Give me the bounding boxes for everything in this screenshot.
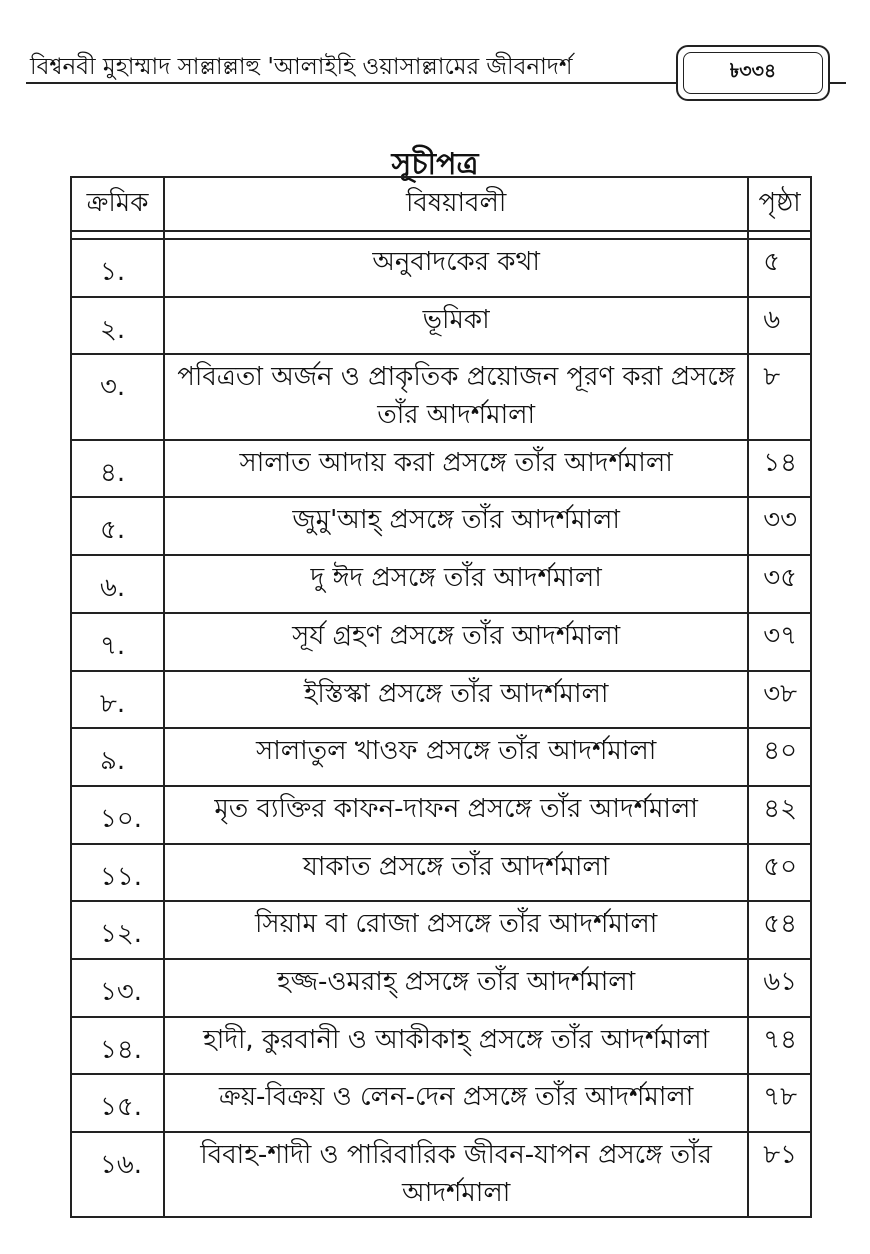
row-topic: ইস্তিস্কা প্রসঙ্গে তাঁর আদর্শমালা xyxy=(164,671,748,729)
row-topic: যাকাত প্রসঙ্গে তাঁর আদর্শমালা xyxy=(164,844,748,902)
row-page: ৫০ xyxy=(748,844,811,902)
header-gap xyxy=(71,231,811,239)
row-topic: দু ঈদ প্রসঙ্গে তাঁর আদর্শমালা xyxy=(164,555,748,613)
row-topic: ক্রয়-বিক্রয় ও লেন-দেন প্রসঙ্গে তাঁর আদর্শমালা xyxy=(164,1074,748,1132)
row-topic: হাদী, কুরবানী ও আকীকাহ্ প্রসঙ্গে তাঁর আদর্শমালা xyxy=(164,1017,748,1075)
table-row xyxy=(71,555,811,613)
row-number: ১০. xyxy=(71,786,164,844)
row-page: ৩৮ xyxy=(748,671,811,729)
toc-body xyxy=(71,231,811,1217)
row-number: ১১. xyxy=(71,844,164,902)
row-page: ৬১ xyxy=(748,959,811,1017)
row-topic: অনুবাদকের কথা xyxy=(164,239,748,297)
row-topic: সিয়াম বা রোজা প্রসঙ্গে তাঁর আদর্শমালা xyxy=(164,901,748,959)
row-page: ৩৭ xyxy=(748,613,811,671)
table-row xyxy=(71,671,811,729)
row-page: ৫ xyxy=(748,239,811,297)
row-number: ৬. xyxy=(71,555,164,613)
row-number: ১৪. xyxy=(71,1017,164,1075)
table-row xyxy=(71,728,811,786)
row-number: ২. xyxy=(71,297,164,355)
row-number: ৩. xyxy=(71,354,164,439)
table-row xyxy=(71,440,811,498)
row-number: ১৫. xyxy=(71,1074,164,1132)
row-page: ৮ xyxy=(748,354,811,439)
row-topic: পবিত্রতা অর্জন ও প্রাকৃতিক প্রয়োজন পূরণ করা প্রসঙ্গে তাঁর আদর্শমালা xyxy=(164,354,748,439)
row-page: ৭৪ xyxy=(748,1017,811,1075)
row-topic: ভূমিকা xyxy=(164,297,748,355)
toc-title: সূচীপত্র xyxy=(391,147,479,182)
row-number: ৭. xyxy=(71,613,164,671)
running-title: বিশ্বনবী মুহাম্মাদ সাল্লাল্লাহু 'আলাইহি ওয়াসাল্লামের জীবনাদর্শ xyxy=(30,54,573,80)
row-topic: বিবাহ-শাদী ও পারিবারিক জীবন-যাপন প্রসঙ্গে তাঁর আদর্শমালা xyxy=(164,1132,748,1217)
row-page: ১৪ xyxy=(748,440,811,498)
table-row xyxy=(71,354,811,439)
row-page: ৩৫ xyxy=(748,555,811,613)
row-page: ৪০ xyxy=(748,728,811,786)
table-row xyxy=(71,239,811,297)
row-number: ১. xyxy=(71,239,164,297)
row-topic: সূর্য গ্রহণ প্রসঙ্গে তাঁর আদর্শমালা xyxy=(164,613,748,671)
row-page: ৪২ xyxy=(748,786,811,844)
column-header-page: পৃষ্ঠা xyxy=(748,177,811,231)
row-number: ৯. xyxy=(71,728,164,786)
column-header-no: ক্রমিক xyxy=(71,177,164,231)
row-topic: সালাত আদায় করা প্রসঙ্গে তাঁর আদর্শমালা xyxy=(164,440,748,498)
table-row xyxy=(71,959,811,1017)
row-number: ১২. xyxy=(71,901,164,959)
row-page: ৮১ xyxy=(748,1132,811,1217)
row-number: ৮. xyxy=(71,671,164,729)
row-topic: জুমু'আহ্ প্রসঙ্গে তাঁর আদর্শমালা xyxy=(164,497,748,555)
page-number-frame xyxy=(676,45,830,101)
row-topic: হজ্জ-ওমরাহ্ প্রসঙ্গে তাঁর আদর্শমালা xyxy=(164,959,748,1017)
row-topic: মৃত ব্যক্তির কাফন-দাফন প্রসঙ্গে তাঁর আদর্শমালা xyxy=(164,786,748,844)
table-row xyxy=(71,1132,811,1217)
row-page: ৩৩ xyxy=(748,497,811,555)
row-number: ১৩. xyxy=(71,959,164,1017)
table-row xyxy=(71,844,811,902)
row-page: ৫৪ xyxy=(748,901,811,959)
table-row xyxy=(71,786,811,844)
toc-header-row xyxy=(71,177,811,231)
table-row xyxy=(71,1017,811,1075)
row-topic: সালাতুল খাওফ প্রসঙ্গে তাঁর আদর্শমালা xyxy=(164,728,748,786)
table-row xyxy=(71,1074,811,1132)
row-number: ৫. xyxy=(71,497,164,555)
row-number: ৪. xyxy=(71,440,164,498)
row-page: ৭৮ xyxy=(748,1074,811,1132)
column-header-topic: বিষয়াবলী xyxy=(164,177,748,231)
table-row xyxy=(71,901,811,959)
table-row xyxy=(71,613,811,671)
table-row xyxy=(71,297,811,355)
row-number: ১৬. xyxy=(71,1132,164,1217)
toc-table xyxy=(70,176,812,1218)
table-row xyxy=(71,497,811,555)
row-page: ৬ xyxy=(748,297,811,355)
page-header xyxy=(0,0,870,110)
page-number: ৳৩৩৪ xyxy=(683,52,823,94)
